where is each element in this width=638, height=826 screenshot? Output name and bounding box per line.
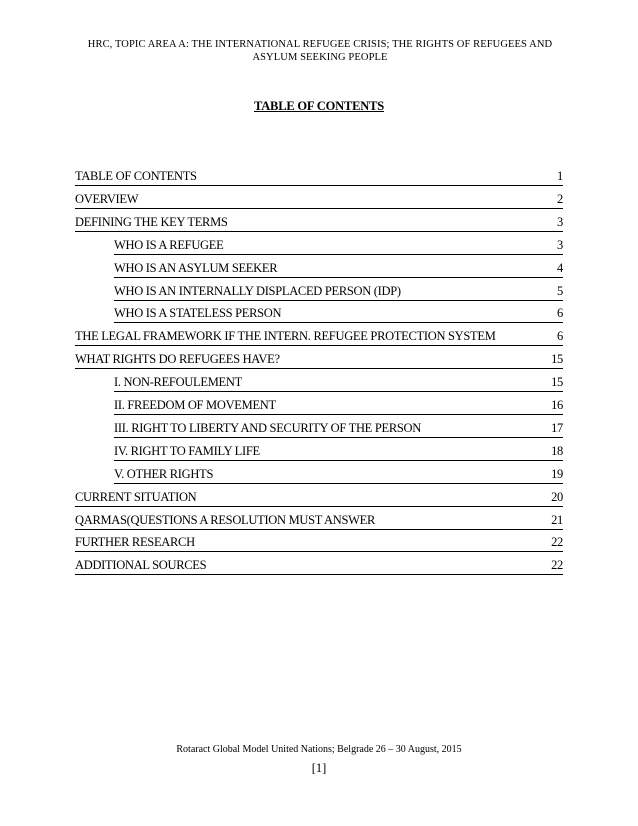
toc-entry-page: 18 [551, 444, 563, 458]
toc-entry[interactable] [75, 489, 563, 507]
toc-entry-page: 17 [551, 421, 563, 435]
toc-entry-label: II. FREEDOM OF MOVEMENT [114, 398, 276, 412]
page-number: [1] [311, 761, 327, 775]
toc-entry[interactable] [75, 191, 563, 209]
toc-entry-label: WHO IS AN INTERNALLY DISPLACED PERSON (IDP) [114, 284, 401, 298]
toc-entry-page: 5 [557, 284, 563, 298]
toc-entry[interactable] [114, 237, 563, 255]
toc-entry-label: ADDITIONAL SOURCES [75, 558, 207, 572]
toc-entry-label: FURTHER RESEARCH [75, 535, 195, 549]
toc-entry-label: V. OTHER RIGHTS [114, 467, 214, 481]
toc-entry-label: III. RIGHT TO LIBERTY AND SECURITY OF THE PERSON [114, 421, 421, 435]
toc-title: TABLE OF CONTENTS [254, 99, 384, 113]
toc-entry-label: WHO IS A REFUGEE [114, 238, 224, 252]
page-header [70, 38, 570, 64]
toc-entry-label: WHO IS A STATELESS PERSON [114, 306, 282, 320]
toc-entry-label: QARMAS(QUESTIONS A RESOLUTION MUST ANSWER [75, 513, 375, 527]
header-line-1: HRC, TOPIC AREA A: THE INTERNATIONAL REFUGEE CRISIS; THE RIGHTS OF REFUGEES AND [87, 39, 553, 50]
toc-entry-page: 21 [551, 513, 563, 527]
toc-entry-page: 4 [557, 261, 563, 275]
toc-entry[interactable] [114, 420, 563, 438]
toc-entry[interactable] [114, 374, 563, 392]
toc-entry-label: CURRENT SITUATION [75, 490, 197, 504]
toc-entry[interactable] [75, 328, 563, 346]
toc-entry-label: DEFINING THE KEY TERMS [75, 215, 228, 229]
toc-entry-page: 22 [551, 558, 563, 572]
toc-entry-label: THE LEGAL FRAMEWORK IF THE INTERN. REFUGEE PROTECTION SYSTEM [75, 329, 496, 343]
toc-entry-page: 6 [557, 306, 563, 320]
toc-entry-page: 1 [557, 169, 563, 183]
page-footer: Rotaract Global Model United Nations; Belgrade 26 – 30 August, 2015 [176, 744, 462, 755]
toc-entry[interactable] [114, 260, 563, 278]
toc-entry-page: 19 [551, 467, 563, 481]
toc-entry[interactable] [75, 512, 563, 530]
toc-entry-label: WHAT RIGHTS DO REFUGEES HAVE? [75, 352, 280, 366]
toc-entry[interactable] [114, 443, 563, 461]
toc-entry-page: 20 [551, 490, 563, 504]
toc-entry[interactable] [75, 557, 563, 575]
toc-entry-page: 2 [557, 192, 563, 206]
toc-entry[interactable] [75, 351, 563, 369]
toc-entry-page: 6 [557, 329, 563, 343]
toc-entry[interactable] [114, 283, 563, 301]
toc-entry-page: 16 [551, 398, 563, 412]
toc-entry[interactable] [75, 214, 563, 232]
toc-entry-page: 15 [551, 375, 563, 389]
toc-entry-label: TABLE OF CONTENTS [75, 169, 197, 183]
toc-entry-label: IV. RIGHT TO FAMILY LIFE [114, 444, 260, 458]
toc-entry[interactable] [114, 305, 563, 323]
toc-entry[interactable] [75, 168, 563, 186]
header-line-2: ASYLUM SEEKING PEOPLE [252, 52, 388, 63]
toc-entry-page: 3 [557, 238, 563, 252]
toc-entry-page: 15 [551, 352, 563, 366]
toc-entry-page: 22 [551, 535, 563, 549]
toc-entry[interactable] [114, 397, 563, 415]
toc-entry-label: OVERVIEW [75, 192, 139, 206]
toc-entry-label: I. NON-REFOULEMENT [114, 375, 242, 389]
toc-entry-label: WHO IS AN ASYLUM SEEKER [114, 261, 278, 275]
toc-entry-page: 3 [557, 215, 563, 229]
toc-entry[interactable] [114, 466, 563, 484]
toc-entry[interactable] [75, 534, 563, 552]
